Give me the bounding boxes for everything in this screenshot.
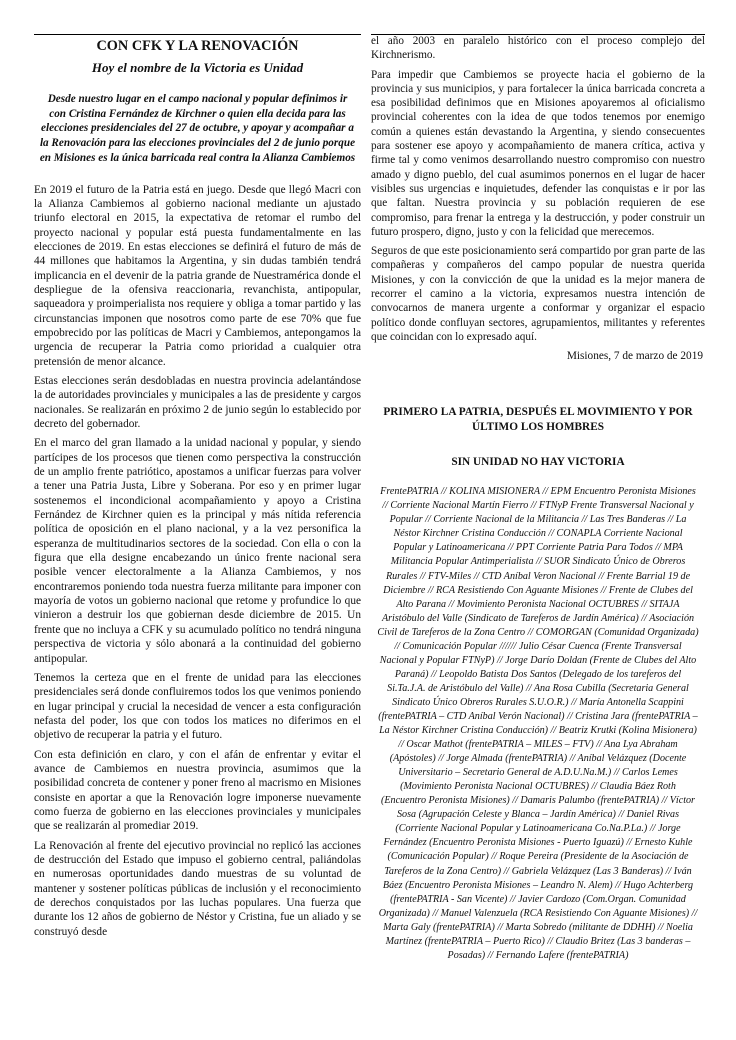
slogan-secondary: SIN UNIDAD NO HAY VICTORIA — [451, 456, 625, 469]
paragraph-6-start: La Renovación al frente del ejecutivo provincial no replicó las acciones de destrucción del Estado que impuso el gobierno central, paliándolas en numerosas oportunidades dando muestras de su voluntad de mantener y sostener políticas públicas de inclusión y el reconocimiento de derechos conquistados por las luchas populares. Una fuerza que durante los 12 años de gobierno de Néstor y Cristina, fue un aliado y se construyó desde — [34, 839, 361, 938]
lead-paragraph: Desde nuestro lugar en el campo nacional y popular definimos ir con Cristina Fernández de Kirchner o quien ella decida para las elecciones presidenciales del 27 de octubre, y apoyar y acompañar a la Renovación para las elecciones provinciales del 2 de junio porque en Misiones es la única barricada real contra la Alianza Cambiemos — [39, 93, 356, 164]
paragraph-5: Con esta definición en claro, y con el afán de enfrentar y evitar el avance de Cambiemos en nuestra provincia, asumimos que la posibilidad concreta de contener y poner freno al macrismo en Misiones consiste en aportar a que la Renovación logre imponerse nuevamente como fuerza de gobierno en las elecciones provinciales y municipales que se realizarán al promediar 2019. — [34, 748, 361, 833]
paragraph-7: Para impedir que Cambiemos se proyecte hacia el gobierno de la provincia y sus municipios, y para fortalecer la única barricada concreta a esa posibilidad definimos que en Misiones apoyaremos al oficialismo provincial coherentes con la idea de que todos tenemos por enemigo común a quienes están devastando la Argentina, y siendo consecuentes para sostener ese apoyo y acompañamiento de manera crítica, activa y firme tal y como venimos desarrollando nuestro compromiso con nuestro amado y digno pueblo, del cual asumimos ponernos en el lugar de hacer visibles sus urgencias e inquietudes, defender las conquistas e ir por las que faltan. Nuestra provincia y su población requieren de ese compromiso, para frenar la entrega y la destrucción, y poder construir un futuro prospero, digno, justo y con la felicidad que merecemos. — [371, 68, 705, 238]
right-column — [371, 34, 705, 963]
signoff-date: Misiones, 7 de marzo de 2019 — [566, 350, 703, 363]
paragraph-6-end: el año 2003 en paralelo histórico con el proceso complejo del Kirchnerismo. — [371, 35, 705, 62]
slogan-primary: PRIMERO LA PATRIA, DESPUÉS EL MOVIMIENTO Y POR ÚLTIMO LOS HOMBRES — [383, 406, 693, 433]
paragraph-8: Seguros de que este posicionamiento será compartido por gran parte de las compañeras y compañeros del campo popular de nuestra querida Misiones, y con la convicción de que la unidad es la mejor manera de recorrer el camino a la victoria, expresamos nuestra intención de convocarnos de manera urgente a conformar y organizar el espacio político donde confluyan sectores, agrupamientos, militantes y referentes que coincidan con lo expresado aquí. — [371, 245, 705, 343]
paragraph-2: Estas elecciones serán desdobladas en nuestra provincia adelantándose la de autoridades provinciales y municipales a las de presidente y cargos nacionales. Se realizarán en próximo 2 de junio según lo establecido por decreto del gobernador. — [34, 374, 361, 431]
signatories-list: FrentePATRIA // KOLINA MISIONERA // EPM Encuentro Peronista Misiones // Corriente Nacional Martín Fierro // FTNyP Frente Transversal Nacional y Popular // Corriente Nacional de la Militancia // Las Tres Banderas // La Néstor Kirchner Cristina Conducción // CONAPLA Corriente Nacional Popular y Latinoamericana // PPT Corriente Patria Para Todos // MPA Militancia Popular Antimperialista // SUOR Sindicato Único de Obreros Rurales // FTV-Miles // CTD Aníbal Veron Nacional // Frente Barrial 19 de Diciembre // RCA Resistiendo Con Aguante Misiones // Frente de Clubes del Alto Parana // Movimiento Peronista Nacional OCTUBRES // SITAJA Aristóbulo del Valle (Sindicato de Tareferos de Jardín América) // Asociación Civil de Tareferos de la Zona Centro // COMORGAN (Comunidad Organizada) // Comunicación Popular ////// Julio César Cuenca (Frente Transversal Nacional y Popular FTNyP) // Jorge Darío Doldan (Frente de Clubes del Alto Paraná) // Leopoldo Batista Dos Santos (Delegado de los tareferos del Si.Ta.J.A. de Aristóbulo del Valle) // Ana Rosa Cubilla (Secretaria General Sindicato Único Obreros Rurales S.U.O.R.) // María Antonella Scappini (frentePATRIA – CTD Aníbal Verón Nacional) // Cristina Jara (frentePATRIA – La Néstor Kirchner Cristina Conducción) // Beatriz Krutki (Kolina Misionera) // Oscar Mathot (frentePATRIA – MILES – FTV) // Ana Lya Abraham (Apóstoles) // Jorge Almada (frentePATRIA) // Aníbal Velázquez (Docente Universitario – Secretario General de A.D.U.Na.M.) // Carlos Lemes (Movimiento Peronista Nacional OCTUBRES) // Claudia Báez Roth (Encuentro Peronista Misiones) // Damaris Palumbo (frentePATRIA) // Víctor Sosa (Agrupación Celeste y Blanca – Jardín América) // Daniel Rivas (Corriente Nacional Popular y Latinoamericana Co.Na.P.La.) // Jorge Fernández (Encuentro Peronista Misiones - Puerto Iguazú) // Ernesto Kuhle (Comunicación Popular) // Roque Pereira (Presidente de la Asociación de Tareferos de la Zona Centro) // Gabriela Velázquez (Las 3 Banderas) // Iván Báez (Encuentro Peronista Misiones – Leandro N. Alem) // Hugo Achterberg (frentePATRIA - San Vicente) // Javier Cardozo (Com.Organ. Comunidad Organizada) // Manuel Valenzuela (RCA Resistiendo Con Aguante Misiones) // Marta Galy (frentePATRIA) // Marta Sobredo (militante de DDHH) // Noelia Martínez (frentePATRIA – Puerto Rico) // Claudio Britez (Las 3 banderas – Posadas) // Fernando Lafere (frentePATRIA) — [377, 486, 699, 961]
left-column — [34, 34, 361, 944]
paragraph-3: En el marco del gran llamado a la unidad nacional y popular, y siendo partícipes de los procesos que tienen como perspectiva la construcción de un amplio frente patriótico, apostamos a unificar fuerzas para volver a tener una Patria Justa, Libre y Soberana. Por eso y en primer lugar sostenemos el incondicional acompañamiento y apoyo a Cristina Fernández de Kirchner quien es la principal y más nítida referencia política de oposición en el plano nacional, y a la vez personifica la esperanza de multitudinarios sectores de la sociedad. Con ella o con la figura que ella designe encabezando un único frente nacional sera posible vencer electoralmente a la Alianza Cambiemos, y nos encontraremos poniendo toda nuestra fuerza militante para imponer con mayoría de votos un gobierno nacional que retome y profundice lo que vinieron a destruir los que gobiernan desde diciembre de 2015. Un frente que no incluya a CFK y su acumulado político no tendrá ninguna perspectiva de victoria y sólo abonará a la continuidad del gobierno antipopular. — [34, 437, 361, 665]
paragraph-4: Tenemos la certeza que en el frente de unidad para las elecciones presidenciales será donde confluiremos todos los que venimos poniendo en lugar principal y crucial la necesidad de vencer a esta configuración nefasta del poder, los que con todos los matices no diferimos en el objetivo de recuperar la patria y el futuro. — [34, 671, 361, 742]
paragraph-1: En 2019 el futuro de la Patria está en juego. Desde que llegó Macri con la Alianza Cambiemos al gobierno nacional mediante un ajustado triunfo electoral en 2015, la expectativa de retomar el rumbo del proyecto nacional y popular está puesta fundamentalmente en las elecciones de 2019. En estas elecciones se definirá el futuro de más de 44 millones que habitamos la Argentina, y sin dudas también tendrá implicancia en el devenir de la patria grande de Nuestramérica donde el despliegue de la ofensiva reaccionaria, revanchista, antipopular, saqueadora y proimperialista nos requiere y obliga a tomar partido y las circunstancias imponen que nosotros como parte de ese 70% que fue empobrecido por las políticas de Macri y Cambiemos, antepongamos la urgencia de recuperar la Patria como prioridad a cualquier otra pretensión de menor alcance. — [34, 183, 361, 368]
page-subtitle: Hoy el nombre de la Victoria es Unidad — [91, 60, 304, 75]
page-title: CON CFK Y LA RENOVACIÓN — [96, 38, 299, 54]
